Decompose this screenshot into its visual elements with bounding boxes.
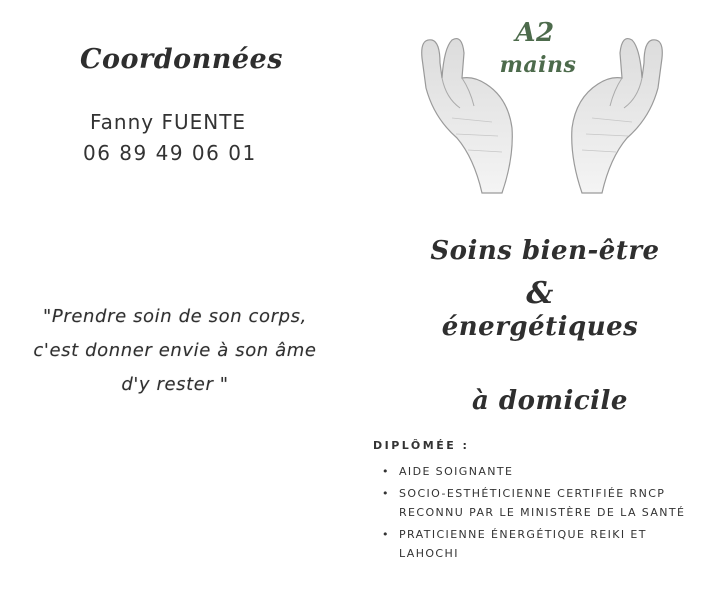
brand-name-mains: mains	[499, 52, 577, 78]
diploma-item-text: PRATICIENNE ÉNERGÉTIQUE REIKI ET LAHOCHI	[399, 528, 647, 560]
contact-heading: Coordonnées	[80, 44, 283, 75]
diploma-item	[380, 484, 700, 522]
service-title-ampersand: &	[526, 276, 554, 311]
contact-name: Fanny FUENTE	[90, 110, 247, 134]
bullet-icon: •	[382, 465, 390, 478]
diploma-list	[380, 462, 700, 566]
bullet-icon: •	[382, 528, 390, 541]
brand-name-a2: A2	[515, 18, 555, 48]
service-title-line4: à domicile	[472, 386, 628, 416]
service-title-line3: énergétiques	[441, 312, 639, 342]
diploma-item-text: SOCIO-ESTHÉTICIENNE CERTIFIÉE RNCP RECONNU PAR LE MINISTÈRE DE LA SANTÉ	[399, 487, 686, 519]
diploma-item-text: AIDE SOIGNANTE	[399, 465, 514, 478]
bullet-icon: •	[382, 487, 390, 500]
diploma-heading: DIPLÔMÉE :	[373, 439, 470, 452]
diploma-item	[380, 525, 700, 563]
service-title-line1: Soins bien-être	[430, 236, 660, 266]
diploma-item	[380, 462, 700, 481]
contact-phone: 06 89 49 06 01	[83, 141, 257, 165]
quote-text: "Prendre soin de son corps, c'est donner envie à son âme d'y rester "	[33, 306, 317, 395]
